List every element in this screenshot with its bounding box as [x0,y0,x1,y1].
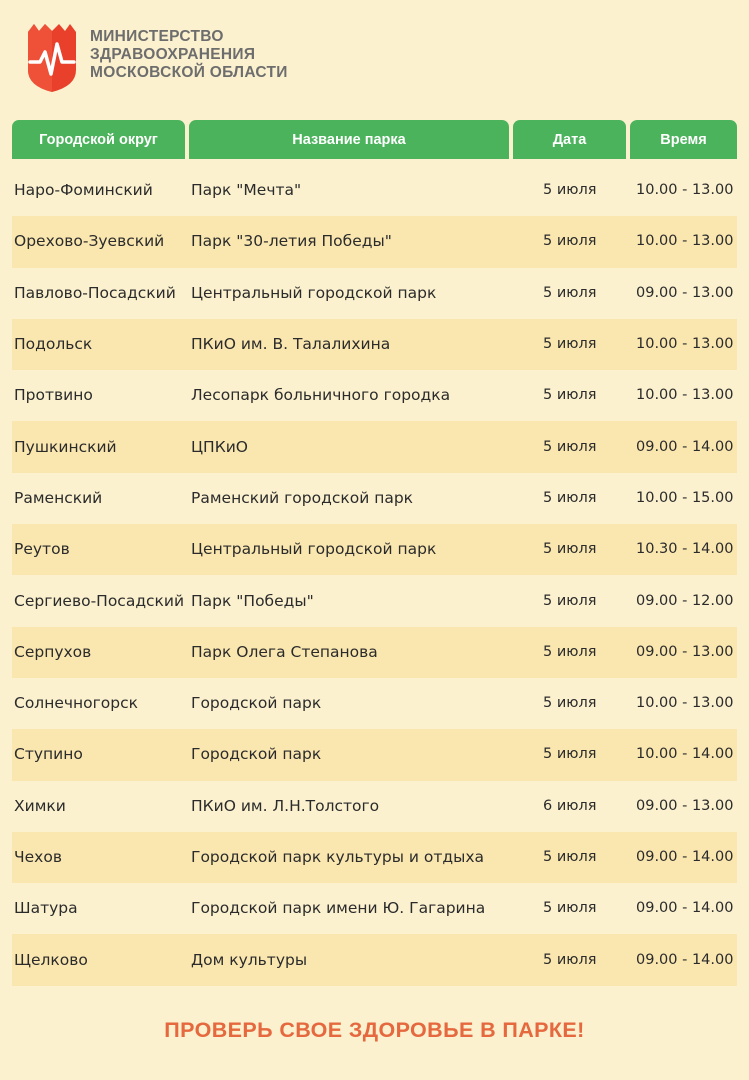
park-name-cell: Городской парк имени Ю. Гагарина [191,899,486,918]
date-cell: 5 июля [543,284,597,301]
district-cell: Шатура [14,899,78,918]
table-row [12,575,737,626]
table-body [12,165,737,986]
table-row [12,883,737,934]
ministry-name [90,28,288,82]
date-cell: 5 июля [543,900,597,917]
time-cell: 10.30 - 14.00 [636,541,734,558]
date-cell: 5 июля [543,849,597,865]
ministry-name-line-1: МИНИСТЕРСТВО [90,28,224,45]
time-cell: 09.00 - 13.00 [636,797,734,814]
time-cell: 09.00 - 14.00 [636,900,734,917]
time-cell: 09.00 - 12.00 [636,592,734,609]
date-cell: 5 июля [543,233,597,250]
ministry-name-line-3: МОСКОВСКОЙ ОБЛАСТИ [90,64,288,81]
park-name-cell: Парк "30-летия Победы" [191,232,392,251]
table-row [12,370,737,421]
district-cell: Сергиево-Посадский [14,591,185,610]
time-cell: 10.00 - 13.00 [636,233,734,250]
table-row [12,473,737,524]
table-row [12,832,737,883]
table-row [12,421,737,472]
column-header-park-name: Название парка [189,120,509,159]
district-cell: Павлово-Посадский [14,283,176,302]
park-name-cell: ЦПКиО [191,437,248,456]
time-cell: 10.00 - 15.00 [636,489,734,506]
park-name-cell: Центральный городской парк [191,283,437,302]
date-cell: 5 июля [543,387,597,404]
date-cell: 5 июля [543,592,597,609]
time-cell: 10.00 - 13.00 [636,695,734,712]
time-cell: 10.00 - 13.00 [636,387,734,404]
time-cell: 09.00 - 14.00 [636,951,734,968]
table-row [12,216,737,267]
date-cell: 6 июля [543,797,597,814]
table-row [12,524,737,575]
time-cell: 09.00 - 13.00 [636,643,734,660]
park-name-cell: Лесопарк больничного городка [191,386,451,405]
district-cell: Подольск [14,335,93,354]
park-name-cell: Раменский городской парк [191,488,414,507]
park-name-cell: Городской парк культуры и отдыха [191,848,485,866]
table-row [12,729,737,780]
park-name-cell: Городской парк [191,745,322,764]
table-row [12,678,737,729]
time-cell: 09.00 - 14.00 [636,849,734,865]
district-cell: Чехов [14,848,62,866]
date-cell: 5 июля [543,643,597,660]
date-cell: 5 июля [543,336,597,353]
date-cell: 5 июля [543,489,597,506]
table-row [12,934,737,985]
date-cell: 5 июля [543,541,597,558]
district-cell: Протвино [14,386,93,405]
time-cell: 10.00 - 13.00 [636,182,734,199]
time-cell: 10.00 - 14.00 [636,746,734,763]
table-row [12,627,737,678]
time-cell: 10.00 - 13.00 [636,336,734,353]
district-cell: Пушкинский [14,437,117,456]
park-name-cell: Парк Олега Степанова [191,642,378,661]
time-cell: 09.00 - 14.00 [636,438,734,455]
slogan: ПРОВЕРЬ СВОЕ ЗДОРОВЬЕ В ПАРКЕ! [164,1018,585,1042]
table-header [12,120,737,159]
table-row [12,781,737,832]
district-cell: Солнечногорск [14,694,139,713]
park-name-cell: Дом культуры [191,950,308,969]
district-cell: Щелково [14,950,88,969]
table-row [12,319,737,370]
district-cell: Серпухов [14,642,92,661]
park-name-cell: ПКиО им. В. Талалихина [191,335,391,354]
column-header-time: Время [630,120,737,159]
header [24,24,424,94]
date-cell: 5 июля [543,182,597,199]
district-cell: Химки [14,796,66,815]
date-cell: 5 июля [543,695,597,712]
table-row [12,165,737,216]
column-header-date: Дата [513,120,626,159]
park-name-cell: Городской парк [191,694,322,713]
district-cell: Наро-Фоминский [14,181,153,200]
date-cell: 5 июля [543,746,597,763]
column-header-district: Городской округ [12,120,185,159]
park-name-cell: ПКиО им. Л.Н.Толстого [191,796,380,815]
park-name-cell: Парк "Мечта" [191,181,302,200]
table-row [12,268,737,319]
park-name-cell: Парк "Победы" [191,591,314,610]
date-cell: 5 июля [543,951,597,968]
ministry-name-line-2: ЗДРАВООХРАНЕНИЯ [90,46,256,63]
district-cell: Раменский [14,488,103,507]
heart-pulse-shield-icon [24,24,80,92]
park-name-cell: Центральный городской парк [191,540,437,559]
district-cell: Реутов [14,540,70,559]
district-cell: Ступино [14,745,83,764]
district-cell: Орехово-Зуевский [14,232,165,251]
time-cell: 09.00 - 13.00 [636,284,734,301]
date-cell: 5 июля [543,438,597,455]
